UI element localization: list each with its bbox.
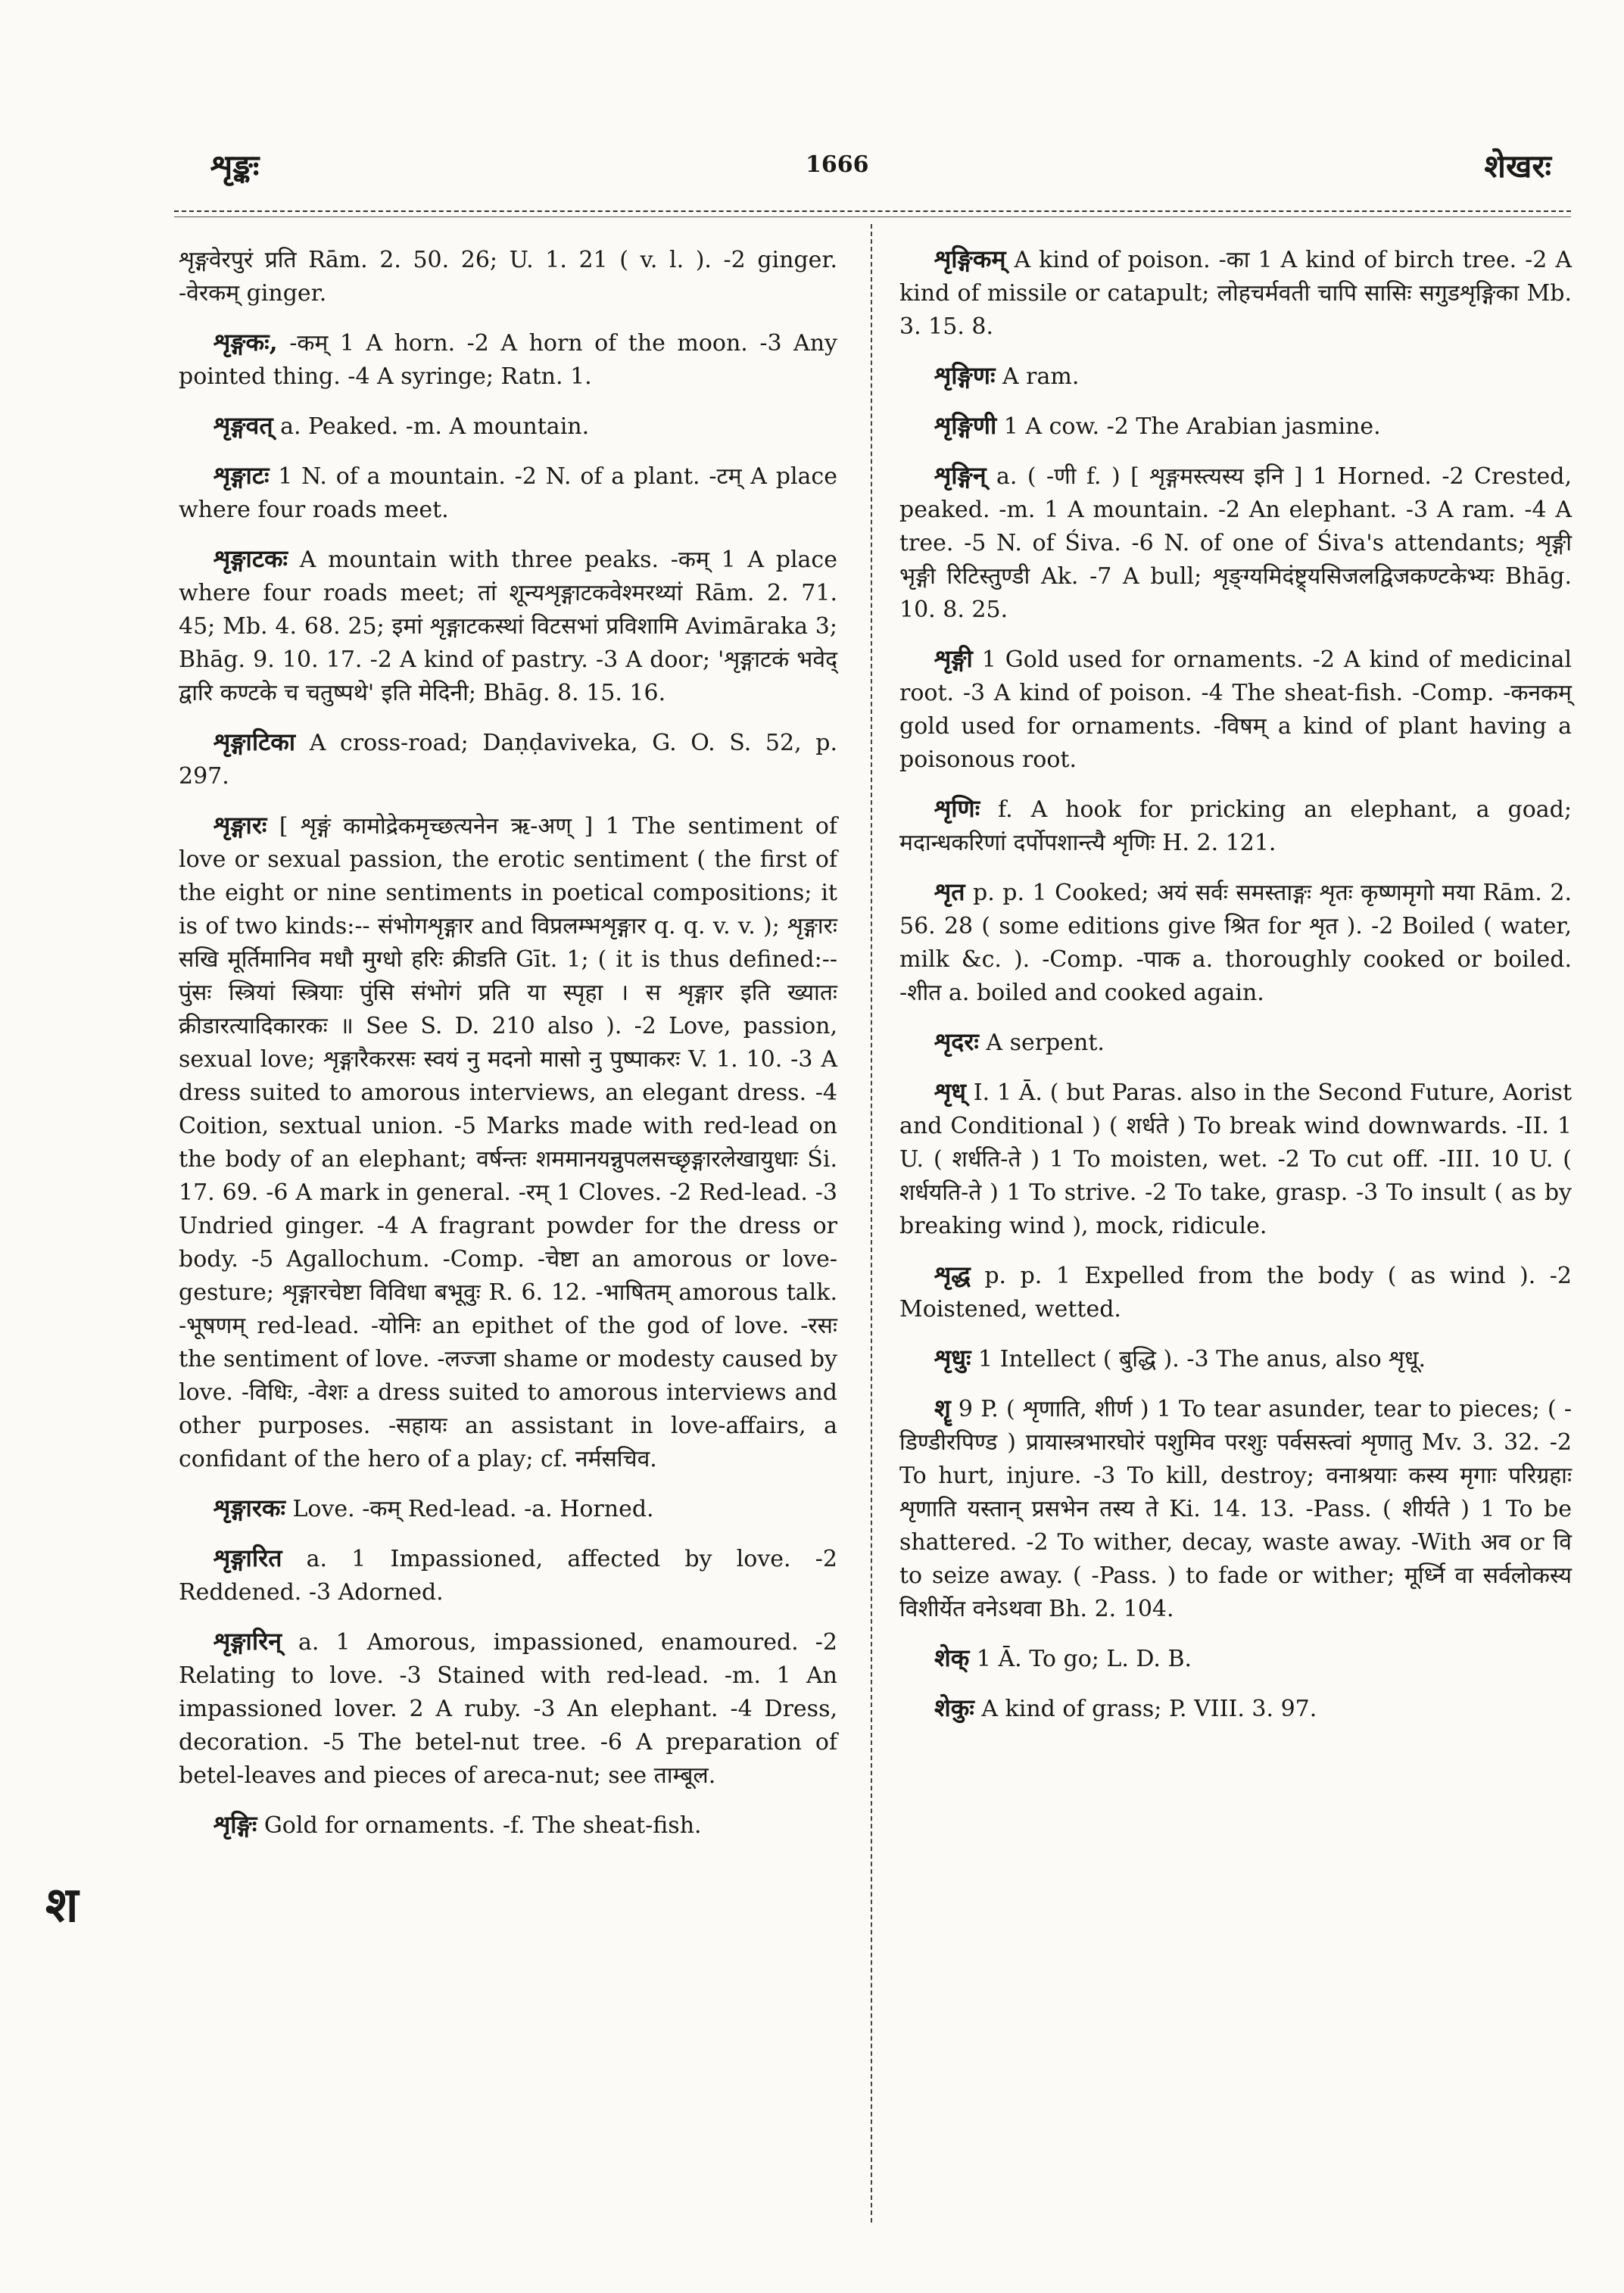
header-left-word: शृङ्कः bbox=[210, 148, 260, 185]
dictionary-entry: शृङ्गिन् a. ( -णी f. ) [ शृङ्गमस्त्यस्य इनि ] 1 Horned. -2 Crested, peaked. -m. 1 A mountain. -2 An elephant. -3 A ram. -4 A tree. -5 N. of Śiva. -6 N. of one of Śiva's attendants; शृङ्गी भृङ्गी रिटिस्तुण्डी Ak. -7 A bull; शृङ्ग्यमिदंष्ट्र्यसिजलद्विजकण्टकेभ्यः Bhāg. 10. 8. 25. bbox=[899, 461, 1572, 623]
dictionary-entry: शृधुः 1 Intellect ( बुद्धि ). -3 The anus, also शृधू. bbox=[934, 1344, 1426, 1372]
dictionary-entry: शृध् I. 1 Ā. ( but Paras. also in the Second Future, Aorist and Conditional ) ( शर्धते ) To break wind downwards. -II. 1 U. ( शर्धति-ते ) 1 To moisten, wet. -2 To cut off. -III. 10 U. ( शर्धयति-ते ) 1 To strive. -2 To take, grasp. -3 To insult ( as by breaking wind ), mock, ridicule. bbox=[899, 1077, 1572, 1239]
dictionary-entry: शृदरः A serpent. bbox=[934, 1027, 1105, 1056]
dictionary-entry: शृङ्गारित a. 1 Impassioned, affected by love. -2 Reddened. -3 Adorned. bbox=[179, 1544, 837, 1606]
dictionary-entry: शृद्ध p. p. 1 Expelled from the body ( as wind ). -2 Moistened, wetted. bbox=[899, 1260, 1572, 1323]
dictionary-entry: शृङ्गवेरपुरं प्रति Rām. 2. 50. 26; U. 1. 21 ( v. l. ). -2 ginger. -वेरकम् ginger. bbox=[179, 247, 837, 307]
dictionary-entry: शृङ्गाटः 1 N. of a mountain. -2 N. of a plant. -टम् A place where four roads meet. bbox=[179, 461, 837, 523]
dictionary-entry: शृङ्गिकम् A kind of poison. -का 1 A kind of birch tree. -2 A kind of missile or catapult; लोहचर्मवती चापि सासिः सगुडशृङ्गिका Mb. 3. 15. 8. bbox=[899, 245, 1572, 340]
dictionary-entry: शृङ्गारकः Love. -कम् Red-lead. -a. Horned. bbox=[214, 1494, 654, 1522]
dictionary-entry: शृङ्गवत् a. Peaked. -m. A mountain. bbox=[214, 411, 590, 440]
dictionary-entry: शृङ्गारः [ शृङ्गं कामोद्रेकमृच्छत्यनेन ऋ-अण् ] 1 The sentiment of love or sexual passion, the erotic sentiment ( the first of the eight or nine sentiments in poetical compositions; it is of two kinds:-- संभोगशृङ्गार and विप्रलम्भशृङ्गार q. q. v. v. ); शृङ्गारः सखि मूर्तिमानिव मधौ मुग्धो हरिः क्रीडति Gīt. 1; ( it is thus defined:-- पुंसः स्त्रियां स्त्रियाः पुंसि संभोगं प्रति या स्पृहा । स शृङ्गार इति ख्यातः क्रीडारत्यादिकारकः ॥ See S. D. 210 also ). -2 Love, passion, sexual love; शृङ्गारैकरसः स्वयं नु मदनो मासो नु पुष्पाकरः V. 1. 10. -3 A dress suited to amorous interviews, an elegant dress. -4 Coition, sextual union. -5 Marks made with red-lead on the body of an elephant; वर्षन्तः शममानयन्नुपलसच्छृङ्गारलेखायुधाः Śi. 17. 69. -6 A mark in general. -रम् 1 Cloves. -2 Red-lead. -3 Undried ginger. -4 A fragrant powder for the dress or body. -5 Agallochum. -Comp. -चेष्टा an amorous or love-gesture; शृङ्गारचेष्टा विविधा बभूवुः R. 6. 12. -भाषितम् amorous talk. -भूषणम् red-lead. -योनिः an epithet of the god of love. -रसः the sentiment of love. -लज्जा shame or modesty caused by love. -विधिः, -वेशः a dress suited to amorous interviews and other purposes. -सहायः an assistant in love-affairs, a confidant of the hero of a play; cf. नर्मसचिव. bbox=[179, 811, 837, 1472]
dictionary-entry: शृङ्गारिन् a. 1 Amorous, impassioned, enamoured. -2 Relating to love. -3 Stained with red-lead. -m. 1 An impassioned lover. 2 A ruby. -3 An elephant. -4 Dress, decoration. -5 The betel-nut tree. -6 A preparation of betel-leaves and pieces of areca-nut; see ताम्बूल. bbox=[179, 1627, 837, 1789]
header-rule-dashed bbox=[174, 210, 1571, 212]
dictionary-entry: शृङ्गिः Gold for ornaments. -f. The sheat-fish. bbox=[214, 1810, 702, 1839]
dictionary-entry: शृङ्गाटिका A cross-road; Daṇḍaviveka, G. O. S. 52, p. 297. bbox=[179, 727, 837, 790]
dictionary-entry: शृङ्गकः, -कम् 1 A horn. -2 A horn of the moon. -3 Any pointed thing. -4 A syringe; Ratn. 1. bbox=[179, 328, 837, 390]
right-column bbox=[899, 242, 1572, 1741]
dictionary-entry: शृङ्गाटकः A mountain with three peaks. -कम् 1 A place where four roads meet; तां शून्यशृङ्गाटकवेश्मरथ्यां Rām. 2. 71. 45; Mb. 4. 68. 25; इमां शृङ्गाटकस्थां विटसभां प्रविशामि Avimāraka 3; Bhāg. 9. 10. 17. -2 A kind of pastry. -3 A door; 'शृङ्गाटकं भवेद् द्वारि कण्टके च चतुष्पथे' इति मेदिनी; Bhāg. 8. 15. 16. bbox=[179, 544, 837, 706]
dictionary-entry: शृङ्गिणः A ram. bbox=[934, 361, 1080, 390]
dictionary-entry: शेक् 1 Ā. To go; L. D. B. bbox=[934, 1643, 1192, 1672]
dictionary-entry: शॄ 9 P. ( शृणाति, शीर्ण ) 1 To tear asunder, tear to pieces; ( -डिण्डीरपिण्ड ) प्रायास्त्रभारघोरं पशुमिव परशुः पर्वसस्त्वां शृणातु Mv. 3. 32. -2 To hurt, injure. -3 To kill, destroy; वनाश्रयाः कस्य मृगाः परिग्रहाः शृणाति यस्तान् प्रसभेन तस्य ते Ki. 14. 13. -Pass. ( शीर्यते ) 1 To be shattered. -2 To wither, decay, waste away. -With अव or वि to seize away. ( -Pass. ) to fade or wither; मूर्ध्नि वा सर्वलोकस्य विशीर्येत वनेऽथवा Bh. 2. 104. bbox=[899, 1394, 1572, 1622]
side-section-mark: श bbox=[45, 1877, 79, 1933]
column-divider bbox=[871, 224, 872, 2223]
dictionary-entry: शृङ्गिणी 1 A cow. -2 The Arabian jasmine. bbox=[934, 411, 1381, 440]
dictionary-entry: शेकुः A kind of grass; P. VIII. 3. 97. bbox=[934, 1693, 1317, 1722]
left-column bbox=[179, 242, 837, 1858]
page-number: 1666 bbox=[806, 151, 869, 178]
dictionary-entry: शृत p. p. 1 Cooked; अयं सर्वः समस्ताङ्गः शृतः कृष्णमृगो मया Rām. 2. 56. 28 ( some editions give श्रित for शृत ). -2 Boiled ( water, milk &c. ). -Comp. -पाक a. thoroughly cooked or boiled. -शीत a. boiled and cooked again. bbox=[899, 877, 1572, 1006]
dictionary-entry: शृणिः f. A hook for pricking an elephant, a goad; मदान्धकरिणां दर्पोपशान्त्यै शृणिः H. 2. 121. bbox=[899, 794, 1572, 856]
dictionary-entry: शृङ्गी 1 Gold used for ornaments. -2 A kind of medicinal root. -3 A kind of poison. -4 The sheat-fish. -Comp. -कनकम् gold used for ornaments. -विषम् a kind of plant having a poisonous root. bbox=[899, 644, 1572, 773]
header-right-word: शेखरः bbox=[1484, 148, 1551, 185]
